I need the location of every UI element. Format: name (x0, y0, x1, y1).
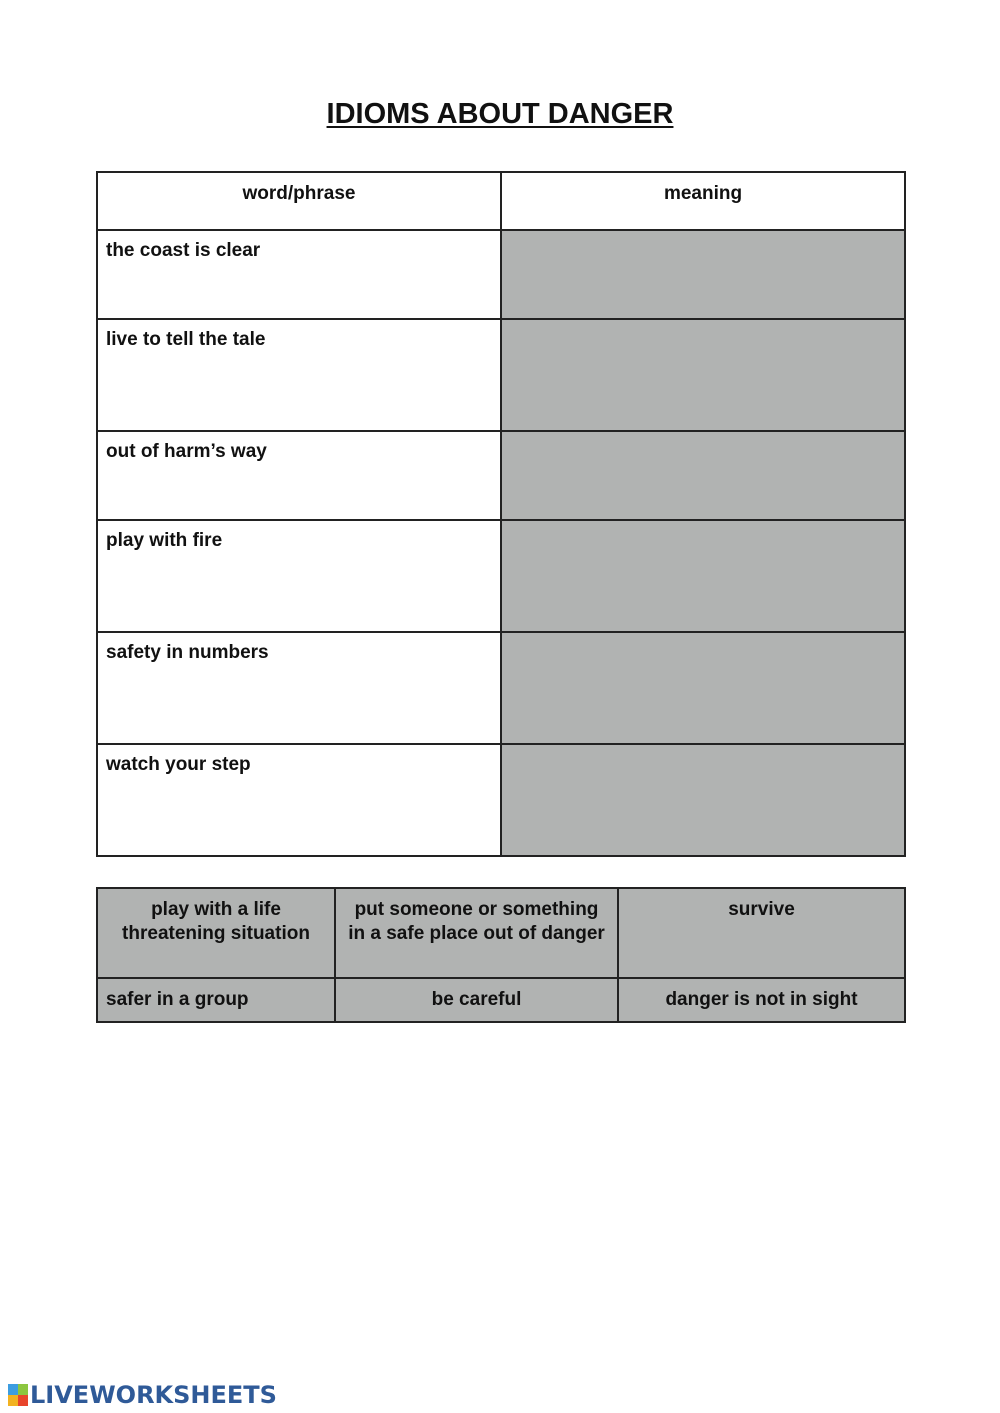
answer-option[interactable]: survive (618, 888, 905, 978)
meaning-answer-cell[interactable] (501, 632, 905, 744)
answer-bank-table (96, 887, 906, 1023)
liveworksheets-logo-icon (8, 1384, 28, 1406)
answer-option[interactable]: danger is not in sight (618, 978, 905, 1022)
header-word-phrase: word/phrase (97, 172, 501, 230)
footer-brand (8, 1380, 277, 1410)
phrase-cell: play with fire (97, 520, 501, 632)
meaning-answer-cell[interactable] (501, 431, 905, 520)
meaning-answer-cell[interactable] (501, 744, 905, 856)
idioms-table (96, 171, 906, 857)
meaning-answer-cell[interactable] (501, 319, 905, 431)
header-meaning: meaning (501, 172, 905, 230)
phrase-cell: watch your step (97, 744, 501, 856)
table-header-row (97, 172, 905, 230)
phrase-cell: safety in numbers (97, 632, 501, 744)
table-row (97, 744, 905, 856)
meaning-answer-cell[interactable] (501, 230, 905, 319)
phrase-cell: the coast is clear (97, 230, 501, 319)
answer-bank-row (97, 888, 905, 978)
answer-option[interactable]: be careful (335, 978, 618, 1022)
answer-option[interactable]: put someone or something in a safe place out of danger (335, 888, 618, 978)
phrase-cell: out of harm’s way (97, 431, 501, 520)
table-row (97, 319, 905, 431)
table-row (97, 632, 905, 744)
page-title: IDIOMS ABOUT DANGER (326, 98, 674, 130)
brand-name: LIVEWORKSHEETS (30, 1381, 277, 1409)
phrase-cell: live to tell the tale (97, 319, 501, 431)
answer-option[interactable]: safer in a group (97, 978, 335, 1022)
table-row (97, 230, 905, 319)
table-row (97, 520, 905, 632)
meaning-answer-cell[interactable] (501, 520, 905, 632)
table-row (97, 431, 905, 520)
answer-bank-row (97, 978, 905, 1022)
answer-option[interactable]: play with a life threatening situation (97, 888, 335, 978)
